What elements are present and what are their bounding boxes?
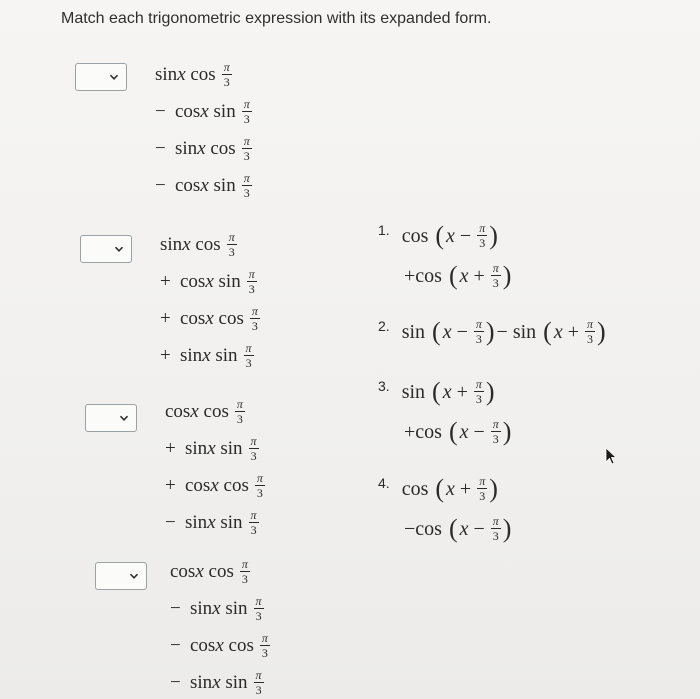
trig-function: cos [190, 233, 221, 255]
fraction-denominator: 3 [250, 522, 257, 537]
operator: − [451, 320, 468, 343]
fraction-pi-over-3 [254, 595, 264, 622]
fraction-pi-over-3 [585, 318, 595, 345]
fraction-numerator: π [236, 396, 243, 411]
trig-function: cos [165, 400, 191, 422]
variable: x [182, 233, 191, 255]
fraction-denominator: 3 [228, 244, 235, 259]
operator: − [170, 597, 181, 619]
variable: x [459, 517, 469, 540]
variable: x [202, 344, 211, 366]
expression-term [155, 171, 252, 199]
fraction-numerator: π [261, 630, 268, 645]
fraction-pi-over-3 [474, 378, 484, 405]
answer-option-1-line [378, 222, 500, 249]
trig-function: sin [215, 437, 243, 459]
trig-function: cos [401, 477, 434, 500]
operator: − [404, 517, 416, 540]
variable: x [442, 380, 452, 403]
trig-function: sin [215, 511, 243, 533]
fraction-pi-over-3 [260, 632, 270, 659]
fraction-denominator: 3 [243, 148, 250, 163]
answer-option-3-line [378, 378, 497, 405]
fraction-numerator: π [479, 221, 486, 235]
left-paren: ( [448, 260, 458, 290]
trig-function: cos [185, 474, 211, 496]
expression-term [170, 557, 250, 585]
variable: x [446, 477, 455, 500]
fraction-numerator: π [492, 514, 499, 528]
trig-function: cos [203, 560, 234, 582]
fraction-numerator: π [475, 377, 482, 391]
fraction-pi-over-3 [240, 558, 250, 585]
trig-function: sin [213, 270, 241, 292]
right-paren: ) [502, 513, 512, 543]
fraction-denominator: 3 [248, 281, 255, 296]
variable: x [207, 511, 216, 533]
operator: − [165, 511, 176, 533]
mouse-pointer-icon [604, 446, 618, 466]
fraction-denominator: 3 [250, 448, 257, 463]
left-paren: ( [435, 220, 445, 250]
operator: + [160, 270, 171, 292]
trig-function: sin [208, 100, 236, 122]
right-paren: ) [597, 316, 606, 346]
operator: + [468, 264, 485, 287]
variable: x [205, 307, 214, 329]
variable: x [177, 63, 186, 85]
fraction-pi-over-3 [249, 435, 259, 462]
fraction-pi-over-3 [477, 475, 487, 502]
variable: x [207, 437, 216, 459]
fraction-denominator: 3 [492, 276, 499, 290]
operator: + [165, 437, 176, 459]
expression-term [160, 267, 257, 295]
option-number: 1. [378, 221, 390, 238]
operator: + [160, 307, 171, 329]
trig-function: sin [220, 671, 248, 693]
fraction-numerator: π [251, 303, 258, 318]
trig-function: cos [175, 174, 201, 196]
fraction-pi-over-3 [250, 305, 260, 332]
match-dropdown-3[interactable] [85, 404, 137, 432]
trig-function: sin [190, 597, 213, 619]
chevron-down-icon [118, 412, 130, 424]
fraction-denominator: 3 [492, 432, 499, 446]
fraction-pi-over-3 [227, 231, 237, 258]
expression-term [170, 631, 270, 659]
fraction-numerator: π [492, 261, 499, 275]
trig-function: cos [180, 270, 206, 292]
expression-term [165, 434, 259, 462]
expression-term [160, 304, 260, 332]
right-paren: ) [502, 260, 512, 290]
fraction-pi-over-3 [491, 262, 501, 289]
variable: x [200, 174, 209, 196]
option-number: 3. [378, 377, 390, 394]
fraction-denominator: 3 [241, 571, 248, 586]
left-paren: ( [448, 513, 458, 543]
variable: x [210, 474, 219, 496]
fraction-numerator: π [255, 667, 262, 682]
trig-function: cos [223, 634, 254, 656]
trig-function: sin [175, 137, 198, 159]
fraction-numerator: π [492, 417, 499, 431]
operator: + [451, 380, 468, 403]
fraction-pi-over-3 [491, 418, 501, 445]
fraction-pi-over-3 [491, 515, 501, 542]
option-number: 2. [378, 317, 390, 334]
expression-term [155, 60, 232, 88]
trig-function: − sin [496, 320, 542, 343]
variable: x [215, 634, 224, 656]
left-paren: ( [432, 316, 441, 346]
fraction-numerator: π [250, 433, 257, 448]
trig-function: cos [175, 100, 201, 122]
fraction-numerator: π [248, 266, 255, 281]
fraction-denominator: 3 [256, 485, 263, 500]
fraction-pi-over-3 [477, 222, 487, 249]
right-paren: ) [485, 316, 495, 346]
fraction-denominator: 3 [243, 185, 250, 200]
expression-term [165, 397, 245, 425]
operator: + [404, 420, 416, 443]
right-paren: ) [502, 416, 512, 446]
trig-function: cos [205, 137, 236, 159]
fraction-denominator: 3 [255, 682, 262, 697]
fraction-pi-over-3 [222, 61, 232, 88]
match-dropdown-1[interactable] [75, 63, 127, 91]
variable: x [190, 400, 199, 422]
fraction-numerator: π [250, 507, 257, 522]
trig-function: sin [160, 233, 183, 255]
fraction-numerator: π [243, 96, 250, 111]
fraction-pi-over-3 [242, 172, 252, 199]
variable: x [459, 420, 469, 443]
operator: + [562, 320, 580, 343]
fraction-denominator: 3 [479, 489, 486, 503]
trig-function: cos [198, 400, 229, 422]
trig-function: cos [415, 264, 447, 287]
fraction-numerator: π [228, 229, 235, 244]
variable: x [442, 320, 452, 343]
chevron-down-icon [128, 570, 140, 582]
variable: x [212, 671, 221, 693]
trig-function: cos [213, 307, 244, 329]
trig-function: sin [190, 671, 213, 693]
trig-function: sin [155, 63, 178, 85]
operator: − [170, 634, 181, 656]
right-paren: ) [489, 220, 498, 250]
chevron-down-icon [113, 243, 125, 255]
left-paren: ( [448, 416, 458, 446]
trig-function: cos [415, 420, 447, 443]
operator: + [454, 477, 472, 500]
fraction-pi-over-3 [242, 98, 252, 125]
trig-function: sin [208, 174, 236, 196]
fraction-numerator: π [255, 593, 262, 608]
operator: + [160, 344, 171, 366]
operator: + [165, 474, 176, 496]
expression-term [165, 471, 265, 499]
expression-term [165, 508, 259, 536]
fraction-pi-over-3 [254, 669, 264, 696]
trig-function: sin [210, 344, 238, 366]
operator: + [404, 264, 416, 287]
operator: − [468, 517, 485, 540]
variable: x [195, 560, 204, 582]
fraction-numerator: π [243, 133, 250, 148]
variable: x [197, 137, 206, 159]
operator: − [155, 137, 166, 159]
trig-function: cos [401, 224, 434, 247]
left-paren: ( [432, 376, 441, 406]
trig-function: sin [180, 344, 203, 366]
fraction-denominator: 3 [261, 645, 268, 660]
answer-option-2-line [378, 318, 608, 345]
fraction-pi-over-3 [249, 509, 259, 536]
operator: − [468, 420, 485, 443]
match-dropdown-4[interactable] [95, 562, 147, 590]
fraction-pi-over-3 [255, 472, 265, 499]
fraction-denominator: 3 [479, 236, 486, 250]
fraction-pi-over-3 [247, 268, 257, 295]
fraction-denominator: 3 [492, 529, 499, 543]
fraction-numerator: π [479, 474, 486, 488]
left-paren: ( [435, 473, 445, 503]
match-dropdown-2[interactable] [80, 235, 132, 263]
fraction-denominator: 3 [587, 332, 594, 346]
variable: x [446, 224, 455, 247]
fraction-pi-over-3 [242, 135, 252, 162]
fraction-numerator: π [243, 170, 250, 185]
expression-term [155, 97, 252, 125]
answer-option-4-line [404, 515, 513, 542]
trig-function: sin [401, 320, 431, 343]
operator: − [454, 224, 472, 247]
fraction-numerator: π [587, 317, 594, 331]
right-paren: ) [489, 473, 498, 503]
variable: x [212, 597, 221, 619]
trig-function: sin [185, 511, 208, 533]
fraction-denominator: 3 [236, 411, 243, 426]
trig-function: cos [190, 634, 216, 656]
operator: − [155, 174, 166, 196]
answer-option-1-line [404, 262, 513, 289]
fraction-denominator: 3 [245, 355, 252, 370]
fraction-denominator: 3 [475, 392, 482, 406]
answer-option-4-line [378, 475, 500, 502]
variable: x [553, 320, 563, 343]
answer-option-3-line [404, 418, 513, 445]
fraction-numerator: π [223, 59, 230, 74]
right-paren: ) [485, 376, 495, 406]
trig-function: cos [218, 474, 249, 496]
fraction-denominator: 3 [475, 332, 482, 346]
left-paren: ( [543, 316, 552, 346]
fraction-numerator: π [241, 556, 248, 571]
variable: x [205, 270, 214, 292]
question-prompt: Match each trigonometric expression with its expanded form. [61, 10, 492, 27]
expression-term [170, 668, 264, 696]
expression-term [170, 594, 264, 622]
expression-term [155, 134, 252, 162]
expression-term [160, 230, 237, 258]
chevron-down-icon [108, 71, 120, 83]
fraction-denominator: 3 [243, 111, 250, 126]
fraction-denominator: 3 [223, 74, 230, 89]
fraction-pi-over-3 [244, 342, 254, 369]
fraction-denominator: 3 [251, 318, 258, 333]
trig-function: cos [415, 517, 447, 540]
option-number: 4. [378, 474, 390, 491]
variable: x [200, 100, 209, 122]
fraction-numerator: π [245, 340, 252, 355]
trig-function: sin [185, 437, 208, 459]
fraction-pi-over-3 [235, 398, 245, 425]
trig-function: sin [220, 597, 248, 619]
trig-function: sin [401, 380, 431, 403]
variable: x [459, 264, 469, 287]
trig-function: cos [180, 307, 206, 329]
fraction-pi-over-3 [474, 318, 484, 345]
operator: − [170, 671, 181, 693]
operator: − [155, 100, 166, 122]
trig-function: cos [185, 63, 216, 85]
fraction-denominator: 3 [255, 608, 262, 623]
fraction-numerator: π [475, 317, 482, 331]
expression-term [160, 341, 254, 369]
fraction-numerator: π [256, 470, 263, 485]
trig-function: cos [170, 560, 196, 582]
